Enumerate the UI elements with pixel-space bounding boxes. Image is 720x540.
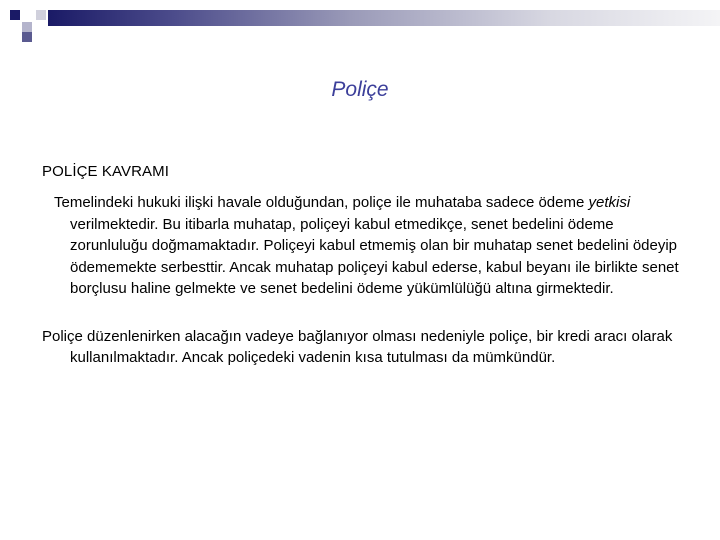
decor-square-pale bbox=[36, 10, 46, 20]
decor-square-light bbox=[22, 22, 32, 32]
section-heading: POLİÇE KAVRAMI bbox=[42, 163, 169, 180]
decorative-header bbox=[0, 0, 720, 50]
paragraph-definition bbox=[42, 192, 692, 300]
paragraph-credit-instrument: Poliçe düzenlenirken alacağın vadeye bağlanıyor olması nedeniyle poliçe, bir kredi aracı olarak kullanılmaktadır. Ancak poliçedeki vadenin kısa tutulması da mümkündür. bbox=[42, 327, 673, 366]
decor-gradient-bar bbox=[48, 10, 720, 26]
paragraph-definition-italic: yetkisi bbox=[588, 194, 631, 211]
paragraph-definition-end: verilmektedir. Bu itibarla muhatap, poliçeyi kabul etmedikçe, senet bedelini ödeme zorunluluğu doğmamaktadır. Poliçeyi kabul etmemiş olan bir muhatap senet bedelini ödeyip ödememekte serbesttir. Ancak muhatap poliçeyi kabul ederse, kabul beyanı ile birlikte senet borçlusu haline gelmekte ve senet bedelini ödeme yükümlülüğü altına girmektedir. bbox=[70, 215, 679, 297]
slide-title-text: Poliçe bbox=[331, 78, 389, 101]
paragraph-definition-start: Temelindeki hukuki ilişki havale olduğundan, poliçe ile muhataba sadece ödeme bbox=[54, 194, 589, 211]
slide-content bbox=[42, 163, 692, 369]
decor-square-mid bbox=[22, 32, 32, 42]
slide-title bbox=[0, 78, 720, 102]
decor-square-dark bbox=[10, 10, 20, 20]
